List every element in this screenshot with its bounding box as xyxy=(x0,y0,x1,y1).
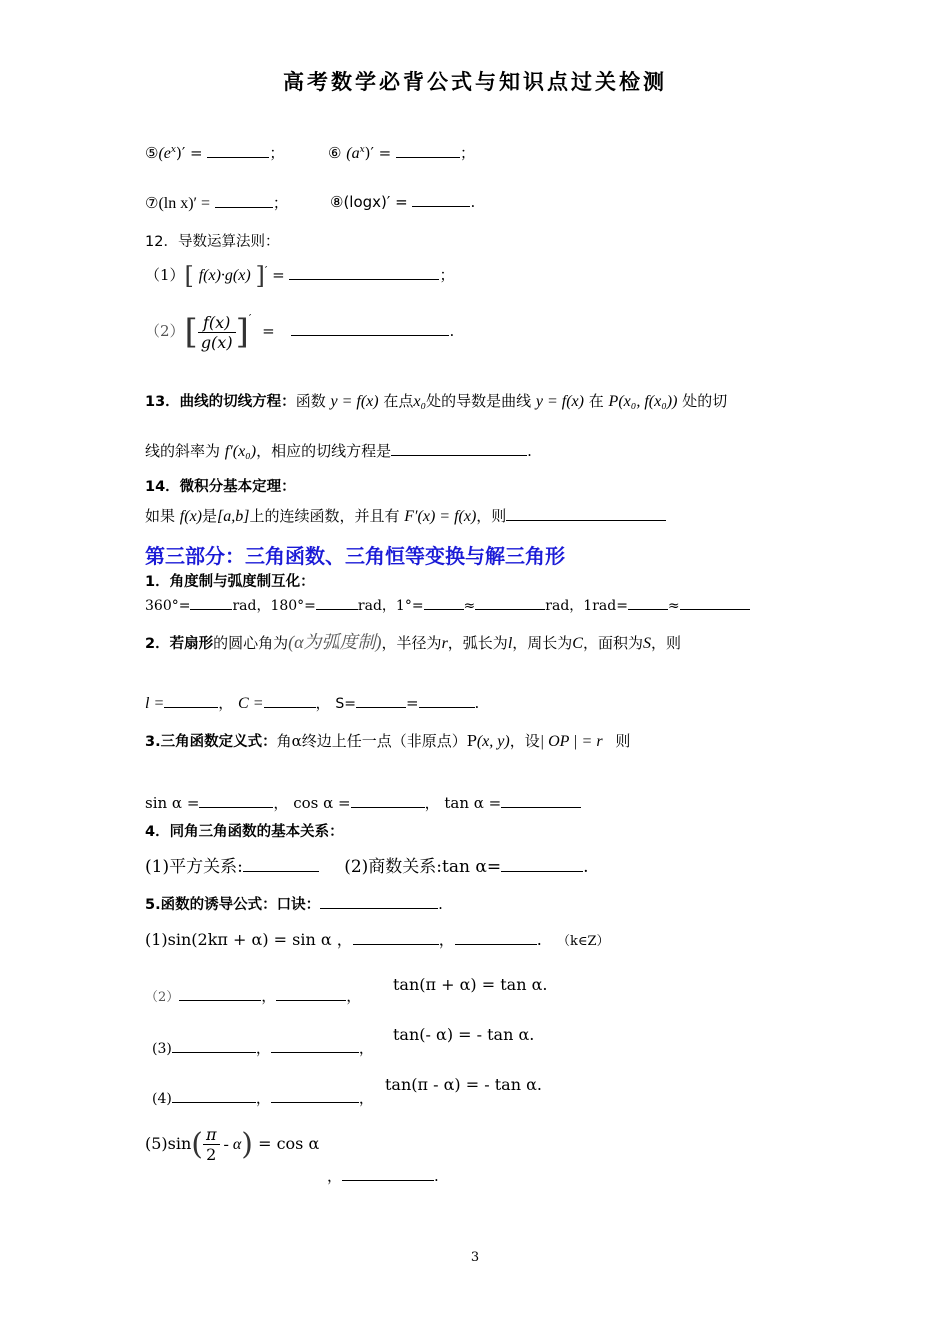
t2-sector: 扇形 xyxy=(184,636,214,652)
math-S: S xyxy=(642,635,651,652)
answer-blank[interactable] xyxy=(680,595,750,610)
rule-label: （2） xyxy=(145,322,185,340)
quotient-fraction xyxy=(198,313,236,352)
t3-heading: 3.三角函数定义式： xyxy=(145,734,277,750)
sin-label: sin α = xyxy=(145,794,200,812)
text: 函数 xyxy=(295,392,326,410)
answer-blank[interactable] xyxy=(172,1088,256,1103)
answer-blank[interactable] xyxy=(628,595,668,610)
text: 在 xyxy=(588,392,604,410)
page-title: 高考数学必背公式与知识点过关检测 xyxy=(283,69,667,94)
item-marker: ⑦ xyxy=(145,194,159,212)
math-l-eq: l = xyxy=(145,695,165,712)
cos-label: cos α = xyxy=(293,794,351,812)
answer-blank[interactable] xyxy=(475,595,545,610)
text: ，则 xyxy=(650,634,681,652)
formula-sup: x xyxy=(359,145,365,155)
answer-blank[interactable] xyxy=(412,192,470,207)
punct: ； xyxy=(439,266,455,284)
answer-blank[interactable] xyxy=(501,793,581,808)
formula-text: (a xyxy=(346,145,360,162)
punct: ， xyxy=(327,1167,343,1185)
prime-mark: ′ xyxy=(248,312,252,325)
math-C-eq: C = xyxy=(238,695,264,712)
rule-label: （1） xyxy=(145,266,185,284)
part-3-heading: 第三部分：三角函数、三角恒等变换与解三角形 xyxy=(145,544,565,568)
row-label: （2） xyxy=(145,990,180,1005)
text: 如果 xyxy=(145,507,176,525)
text: ，半径为 xyxy=(381,634,442,652)
math-fx: f(x) xyxy=(179,508,202,525)
answer-blank[interactable] xyxy=(271,1038,359,1053)
punct: ， xyxy=(261,987,277,1005)
denominator: g(x) xyxy=(200,332,233,352)
page-number: 3 xyxy=(470,1250,480,1265)
answer-blank[interactable] xyxy=(320,894,438,909)
formula-7 xyxy=(145,192,288,213)
formula-eq: )′ = xyxy=(175,144,203,162)
answer-blank[interactable] xyxy=(243,857,319,872)
right-bracket: ] xyxy=(255,262,265,290)
answer-blank[interactable] xyxy=(391,441,527,456)
punct: . xyxy=(583,857,589,877)
section-13-heading: 13．曲线的切线方程： xyxy=(145,394,296,410)
text: ，弧长为 xyxy=(447,634,508,652)
rule-quotient xyxy=(145,312,454,352)
equals-sign: = xyxy=(405,694,419,712)
punct: ， xyxy=(346,987,362,1005)
text: (1)平方关系: xyxy=(145,857,243,877)
numerator: π xyxy=(203,1125,220,1145)
text: ，周长为 xyxy=(512,634,573,652)
t2-line2: l = ， C = ， S= = . xyxy=(145,694,480,712)
answer-blank[interactable] xyxy=(353,930,439,945)
item-marker: ⑧ xyxy=(330,193,344,211)
formula: (1)sin(2kπ + α) = sin α xyxy=(145,930,332,949)
answer-blank[interactable] xyxy=(164,693,218,708)
formula-8 xyxy=(330,192,475,211)
t1-heading: 1．角度制与弧度制互化： xyxy=(145,574,315,590)
text: ≈ xyxy=(667,598,680,614)
answer-blank[interactable] xyxy=(291,321,449,336)
answer-blank[interactable] xyxy=(264,693,316,708)
punct: ； xyxy=(272,194,288,212)
t5-row2 xyxy=(145,985,361,1006)
punct: ， xyxy=(358,1089,374,1107)
t5-row2-tan xyxy=(393,975,548,994)
row-label: (5)sin xyxy=(145,1134,192,1153)
equals-sign: = xyxy=(262,322,275,340)
left-bracket: [ xyxy=(184,312,198,352)
text: ，相应的切线方程是 xyxy=(256,442,392,460)
formula-text: (e xyxy=(158,145,171,162)
t5-row1 xyxy=(145,927,610,950)
text: ，面积为 xyxy=(582,634,643,652)
t5-row3 xyxy=(152,1037,374,1058)
text: 角α终边上任一点（非原点）P xyxy=(276,732,477,750)
section-14-heading: 14．微积分基本定理： xyxy=(145,479,296,495)
answer-blank[interactable] xyxy=(190,595,232,610)
rule-expression: f(x)·g(x) xyxy=(198,267,251,284)
text: 360°= xyxy=(145,598,191,614)
text: 处的导数是曲线 xyxy=(426,392,532,410)
math-l: l xyxy=(507,635,513,652)
answer-blank[interactable] xyxy=(271,1088,359,1103)
text: rad，1rad= xyxy=(545,598,628,614)
equals-sign: = xyxy=(272,266,285,284)
pi-over-2-fraction xyxy=(203,1125,220,1164)
t5-heading-line xyxy=(145,893,443,914)
answer-blank[interactable] xyxy=(424,595,464,610)
item-marker: ⑥ xyxy=(328,144,342,162)
punct: ， xyxy=(358,1039,374,1057)
text: 的圆心角为 xyxy=(213,634,289,652)
answer-blank[interactable] xyxy=(351,793,425,808)
formula-sup: x xyxy=(170,145,176,155)
text: ，则 xyxy=(476,507,507,525)
text: rad，1°= xyxy=(357,598,424,614)
math-slope: f′(x₀) xyxy=(224,443,257,460)
math-S-eq: S= xyxy=(335,696,356,712)
answer-blank[interactable] xyxy=(396,143,460,158)
answer-blank[interactable] xyxy=(215,193,273,208)
text: 上的连续函数，并且有 xyxy=(249,507,400,525)
right-paren: ) xyxy=(241,1127,253,1162)
text: 在点 xyxy=(383,392,414,410)
t5-heading: 5.函数的诱导公式：口诀： xyxy=(145,897,321,913)
t3-line2: sin α = ， cos α = ， tan α = xyxy=(145,792,581,813)
formula: tan(π - α) = - tan α xyxy=(385,1075,537,1094)
formula-6 xyxy=(328,142,475,163)
math-op: | OP | = r xyxy=(539,733,603,750)
row-label: (4) xyxy=(152,1091,172,1107)
math-function: y = f(x) xyxy=(535,393,584,410)
text: (2)商数关系:tan α= xyxy=(344,857,502,877)
punct: . xyxy=(529,1025,535,1044)
answer-blank[interactable] xyxy=(455,930,537,945)
punct: . xyxy=(536,930,542,949)
tan-label: tan α = xyxy=(444,794,502,812)
punct: . xyxy=(434,1167,439,1185)
answer-blank[interactable] xyxy=(289,265,439,280)
punct: ， xyxy=(438,930,455,949)
punct: . xyxy=(449,322,455,340)
formula-tail: - α xyxy=(223,1136,242,1153)
punct: . xyxy=(438,895,443,913)
t2-line1 xyxy=(145,628,681,654)
formula: tan(π + α) = tan α xyxy=(393,975,543,994)
math-r: r xyxy=(441,635,448,652)
answer-blank[interactable] xyxy=(207,143,269,158)
row-label: (3) xyxy=(152,1041,172,1057)
formula-eq: )′ = xyxy=(364,144,392,162)
math-paren: (α为弧度制) xyxy=(288,632,382,652)
math-C: C xyxy=(572,635,583,652)
formula: tan(- α) = - tan α xyxy=(393,1025,530,1044)
math-interval: [a,b] xyxy=(217,508,250,525)
t2-label: 2．若 xyxy=(145,636,185,652)
answer-blank[interactable] xyxy=(356,693,406,708)
text: ，设 xyxy=(509,732,540,750)
math-point: P(x₀, f(x₀)) xyxy=(608,393,678,410)
text: （k∈Z） xyxy=(556,934,610,949)
punct: . xyxy=(536,1075,542,1094)
answer-blank[interactable] xyxy=(342,1166,434,1181)
answer-blank[interactable] xyxy=(316,595,358,610)
punct: ， xyxy=(336,930,353,949)
punct: . xyxy=(527,442,532,460)
left-bracket: [ xyxy=(184,262,194,290)
formula-eq: = cos α xyxy=(258,1134,320,1153)
punct: . xyxy=(470,193,476,211)
punct: . xyxy=(542,975,548,994)
formula-text: (ln x)′ = xyxy=(158,195,211,212)
answer-blank[interactable] xyxy=(199,793,273,808)
numerator: f(x) xyxy=(198,313,236,333)
answer-blank[interactable] xyxy=(501,857,583,872)
t5-row5 xyxy=(145,1125,319,1164)
text: ≈ xyxy=(463,598,476,614)
punct: ， xyxy=(255,1039,271,1057)
punct: ； xyxy=(269,144,285,162)
formula-5 xyxy=(145,142,284,163)
text: 处的切 xyxy=(682,392,728,410)
t5-row3-tan xyxy=(393,1025,534,1044)
t5-row4 xyxy=(152,1087,374,1108)
t5-row5-answer xyxy=(327,1165,439,1186)
section-12-heading: 12．导数运算法则： xyxy=(145,234,280,250)
math-point: (x, y) xyxy=(476,733,510,750)
punct: ， xyxy=(255,1089,271,1107)
rule-product xyxy=(145,262,454,290)
section-13-line2 xyxy=(145,440,532,461)
text: rad，180°= xyxy=(232,598,316,614)
t1-body xyxy=(145,595,750,615)
punct: ； xyxy=(460,144,476,162)
text: 则 xyxy=(615,732,631,750)
text: 是 xyxy=(202,507,218,525)
t3-line1 xyxy=(145,730,630,751)
section-14-body xyxy=(145,505,666,526)
answer-blank[interactable] xyxy=(419,693,475,708)
left-paren: ( xyxy=(191,1127,204,1162)
answer-blank[interactable] xyxy=(276,986,346,1001)
text: 线的斜率为 xyxy=(145,442,221,460)
math-derivative: F′(x) = f(x) xyxy=(404,508,477,525)
t4-body xyxy=(145,852,588,877)
answer-blank[interactable] xyxy=(506,506,666,521)
math-function: y = f(x) xyxy=(330,393,379,410)
answer-blank[interactable] xyxy=(172,1038,256,1053)
right-bracket: ] xyxy=(235,312,249,352)
math-x0: x₀ xyxy=(413,393,427,410)
section-13-line1 xyxy=(145,390,727,411)
prime-mark: ′ xyxy=(264,264,268,277)
t4-heading: 4．同角三角函数的基本关系： xyxy=(145,824,344,840)
punct: . xyxy=(474,694,480,712)
denominator: 2 xyxy=(206,1145,217,1164)
item-marker: ⑤ xyxy=(145,144,159,162)
t5-row4-tan xyxy=(385,1075,542,1094)
answer-blank[interactable] xyxy=(179,986,261,1001)
formula-text: (logx)′ = xyxy=(343,193,408,211)
